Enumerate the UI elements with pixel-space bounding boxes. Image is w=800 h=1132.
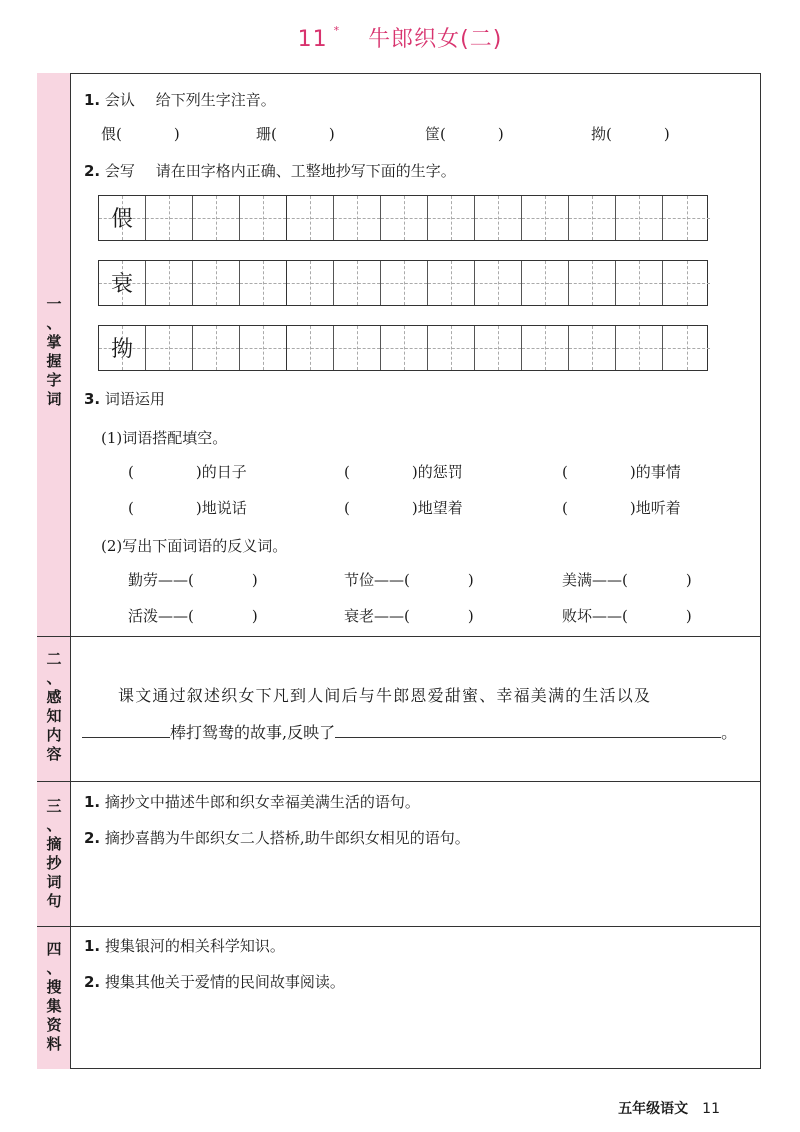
section3-item-1 xyxy=(84,791,420,812)
antonym-item xyxy=(344,605,474,626)
collocation-text: )地望着 xyxy=(411,499,463,517)
item-text: 摘抄喜鹊为牛郎织女二人搭桥,助牛郎织女相见的语句。 xyxy=(104,829,470,847)
q3-sub2-label: (2)写出下面词语的反义词。 xyxy=(101,537,288,555)
section2-label-c1: 二 xyxy=(46,650,62,668)
tianzige-cell[interactable] xyxy=(287,196,334,240)
section2-label-c3: 感 xyxy=(46,688,62,706)
tianzige-cell[interactable] xyxy=(193,326,240,370)
q3-title: 词语运用 xyxy=(104,390,165,408)
collocation-item xyxy=(562,497,681,518)
tianzige-cell[interactable] xyxy=(428,261,475,305)
section4-label-c2: 、 xyxy=(46,959,62,977)
paren-open: ( xyxy=(128,499,134,517)
section3-item-2 xyxy=(84,827,470,848)
tianzige-cell[interactable] xyxy=(428,326,475,370)
sample-char: 拗 xyxy=(110,337,133,362)
summary-mid-text: 棒打鸳鸯的故事,反映了 xyxy=(170,723,336,742)
summary-end-punct: 。 xyxy=(721,723,738,742)
section3-label-c3: 摘 xyxy=(46,835,62,853)
tianzige-cell[interactable] xyxy=(334,196,381,240)
tianzige-cell[interactable] xyxy=(334,261,381,305)
section2-sidebar xyxy=(37,636,71,781)
antonym-word: 活泼——( xyxy=(128,607,194,625)
pinyin-char: 偎( xyxy=(101,125,122,143)
tianzige-cell[interactable] xyxy=(475,196,522,240)
section1-label-c6: 词 xyxy=(46,390,62,408)
tianzige-cell[interactable] xyxy=(663,196,710,240)
section4-label-c1: 四 xyxy=(46,940,62,958)
paren-close: ) xyxy=(467,571,474,589)
paren-open: ( xyxy=(344,499,350,517)
sample-char: 衰 xyxy=(110,272,133,297)
collocation-text: )地听着 xyxy=(629,499,681,517)
section3-label-c6: 句 xyxy=(46,892,62,910)
tianzige-cell[interactable] xyxy=(240,196,287,240)
tianzige-cell[interactable] xyxy=(240,326,287,370)
item-number: 2. xyxy=(84,973,101,991)
paren-close: ) xyxy=(685,571,692,589)
section2-label-c5: 内 xyxy=(46,726,62,744)
paren-open: ( xyxy=(562,463,568,481)
paren-open: ( xyxy=(562,499,568,517)
antonym-word: 美满——( xyxy=(562,571,628,589)
tianzige-cell[interactable] xyxy=(522,326,569,370)
tianzige-cell[interactable] xyxy=(522,261,569,305)
q2-instruction: 请在田字格内正确、工整地抄写下面的生字。 xyxy=(155,162,456,180)
section1-label-c1: 一 xyxy=(46,295,62,313)
tianzige-cell-sample xyxy=(99,326,146,370)
q3-heading xyxy=(84,388,165,409)
antonym-item xyxy=(128,569,258,590)
item-number: 2. xyxy=(84,829,101,847)
tianzige-cell[interactable] xyxy=(475,261,522,305)
tianzige-cell[interactable] xyxy=(381,326,428,370)
lesson-number: 11 xyxy=(297,27,328,52)
tianzige-cell[interactable] xyxy=(334,326,381,370)
collocation-text: )的事情 xyxy=(629,463,681,481)
pinyin-item-4 xyxy=(591,123,670,144)
section4-label-c6: 料 xyxy=(46,1035,62,1053)
item-number: 1. xyxy=(84,793,101,811)
section1-label-c4: 握 xyxy=(46,352,62,370)
tianzige-cell[interactable] xyxy=(381,196,428,240)
section2-label-c6: 容 xyxy=(46,745,62,763)
collocation-text: )地说话 xyxy=(195,499,247,517)
tianzige-cell[interactable] xyxy=(381,261,428,305)
pinyin-close: ) xyxy=(328,125,335,143)
antonym-word: 勤劳——( xyxy=(128,571,194,589)
section1-label xyxy=(37,295,71,409)
section2-label-c4: 知 xyxy=(46,707,62,725)
summary-line-2 xyxy=(82,720,737,743)
section3-sidebar xyxy=(37,781,71,926)
footer-subject: 五年级语文 xyxy=(618,1101,689,1117)
paren-close: ) xyxy=(251,571,258,589)
item-text: 搜集银河的相关科学知识。 xyxy=(104,937,285,955)
q2-number: 2. xyxy=(84,162,101,180)
paren-open: ( xyxy=(344,463,350,481)
tianzige-row-1 xyxy=(98,195,708,241)
pinyin-close: ) xyxy=(497,125,504,143)
q1-number: 1. xyxy=(84,91,101,109)
antonym-item xyxy=(344,569,474,590)
paren-close: ) xyxy=(251,607,258,625)
section3-label-c1: 三 xyxy=(46,797,62,815)
section4-item-1 xyxy=(84,935,285,956)
lesson-title: 牛郎织女(二) xyxy=(368,27,503,52)
tianzige-cell[interactable] xyxy=(146,261,193,305)
tianzige-cell[interactable] xyxy=(616,261,663,305)
summary-blank-2[interactable] xyxy=(335,721,721,738)
section-divider xyxy=(37,636,761,637)
section2-label-c2: 、 xyxy=(46,669,62,687)
antonym-word: 衰老——( xyxy=(344,607,410,625)
tianzige-cell[interactable] xyxy=(616,326,663,370)
paren-open: ( xyxy=(128,463,134,481)
pinyin-item-2 xyxy=(256,123,335,144)
antonym-item xyxy=(128,605,258,626)
collocation-item xyxy=(128,461,247,482)
collocation-text: )的日子 xyxy=(195,463,247,481)
q3-sub1-label: (1)词语搭配填空。 xyxy=(101,429,228,447)
pinyin-char: 拗( xyxy=(591,125,612,143)
section3-label-c5: 词 xyxy=(46,873,62,891)
tianzige-cell[interactable] xyxy=(193,261,240,305)
page-number: 11 xyxy=(702,1101,720,1117)
tianzige-cell[interactable] xyxy=(428,196,475,240)
section-divider xyxy=(37,781,761,782)
summary-blank-1[interactable] xyxy=(82,721,170,738)
collocation-item xyxy=(344,461,463,482)
section4-label-c4: 集 xyxy=(46,997,62,1015)
pinyin-close: ) xyxy=(173,125,180,143)
q3-number: 3. xyxy=(84,390,101,408)
tianzige-cell[interactable] xyxy=(663,261,710,305)
tianzige-cell[interactable] xyxy=(475,326,522,370)
pinyin-item-3 xyxy=(425,123,504,144)
collocation-item xyxy=(344,497,463,518)
section4-label xyxy=(37,940,71,1054)
page-footer xyxy=(618,1098,720,1118)
pinyin-item-1 xyxy=(101,123,180,144)
tianzige-cell[interactable] xyxy=(522,196,569,240)
antonym-item xyxy=(562,569,692,590)
section1-label-c3: 掌 xyxy=(46,333,62,351)
collocation-item xyxy=(562,461,681,482)
optional-lesson-mark: * xyxy=(333,24,341,37)
tianzige-cell[interactable] xyxy=(569,261,616,305)
antonym-item xyxy=(562,605,692,626)
collocation-text: )的惩罚 xyxy=(411,463,463,481)
q1-title: 会认 xyxy=(104,91,135,109)
item-text: 摘抄文中描述牛郎和织女幸福美满生活的语句。 xyxy=(104,793,420,811)
tianzige-cell[interactable] xyxy=(569,196,616,240)
tianzige-row-3 xyxy=(98,325,708,371)
section1-label-c2: 、 xyxy=(46,314,62,332)
tianzige-cell[interactable] xyxy=(146,326,193,370)
antonym-word: 败坏——( xyxy=(562,607,628,625)
tianzige-cell[interactable] xyxy=(287,261,334,305)
tianzige-row-2 xyxy=(98,260,708,306)
q1-instruction: 给下列生字注音。 xyxy=(155,91,276,109)
collocation-item xyxy=(128,497,247,518)
page-title xyxy=(0,22,800,53)
section4-sidebar xyxy=(37,926,71,1069)
section3-label xyxy=(37,797,71,911)
tianzige-cell[interactable] xyxy=(193,196,240,240)
tianzige-cell[interactable] xyxy=(616,196,663,240)
tianzige-cell-sample xyxy=(99,261,146,305)
pinyin-close: ) xyxy=(663,125,670,143)
tianzige-cell[interactable] xyxy=(240,261,287,305)
section3-label-c4: 抄 xyxy=(46,854,62,872)
pinyin-char: 筐( xyxy=(425,125,446,143)
q2-title: 会写 xyxy=(104,162,135,180)
section1-sidebar xyxy=(37,73,71,636)
antonym-word: 节俭——( xyxy=(344,571,410,589)
tianzige-cell[interactable] xyxy=(569,326,616,370)
item-number: 1. xyxy=(84,937,101,955)
section4-label-c3: 搜 xyxy=(46,978,62,996)
tianzige-cell[interactable] xyxy=(287,326,334,370)
summary-line-1: 课文通过叙述织女下凡到人间后与牛郎恩爱甜蜜、幸福美满的生活以及 xyxy=(118,686,652,705)
section1-label-c5: 字 xyxy=(46,371,62,389)
paren-close: ) xyxy=(467,607,474,625)
section2-label xyxy=(37,650,71,764)
tianzige-cell[interactable] xyxy=(663,326,710,370)
tianzige-cell[interactable] xyxy=(146,196,193,240)
sample-char: 偎 xyxy=(110,207,133,232)
pinyin-char: 珊( xyxy=(256,125,277,143)
section4-label-c5: 资 xyxy=(46,1016,62,1034)
item-text: 搜集其他关于爱情的民间故事阅读。 xyxy=(104,973,345,991)
paren-close: ) xyxy=(685,607,692,625)
section3-label-c2: 、 xyxy=(46,816,62,834)
q1-heading xyxy=(84,89,276,110)
q2-heading xyxy=(84,160,456,181)
section4-item-2 xyxy=(84,971,345,992)
section-divider xyxy=(37,926,761,927)
tianzige-cell-sample xyxy=(99,196,146,240)
